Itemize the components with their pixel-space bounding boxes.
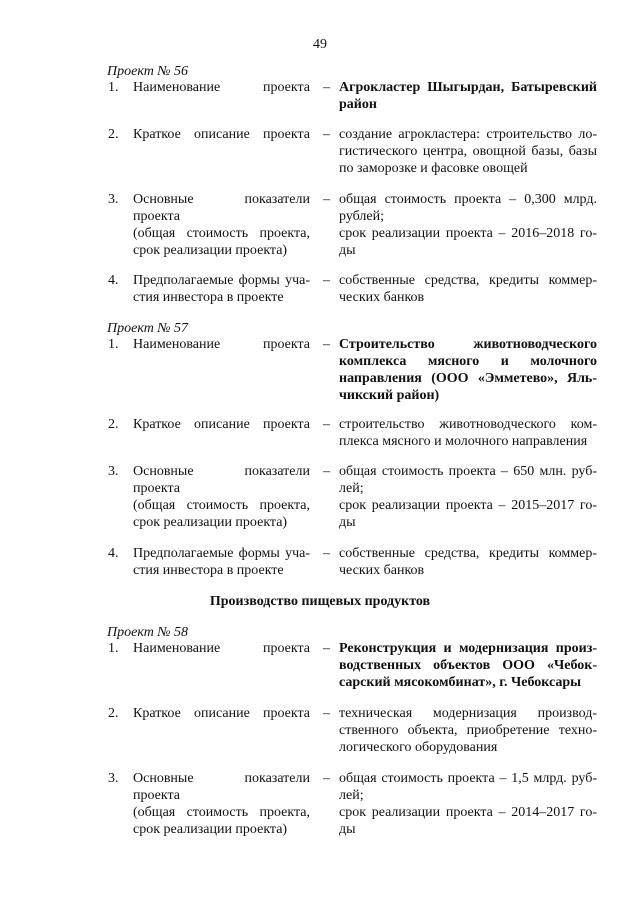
row-number: 3. <box>108 771 119 786</box>
row-dash: – <box>323 337 330 352</box>
row-dash: – <box>323 80 330 95</box>
row-label: Наименование проекта <box>133 337 310 352</box>
row-value: создание агрокластера: строительство ло- гистического центра, овощной базы, базы по заморозке и фасовке овощей <box>339 127 597 176</box>
row-label: Основные показатели проекта (общая стоимость проекта, срок реализации проекта) <box>133 771 310 837</box>
row-label: Краткое описание проекта <box>133 417 310 432</box>
row-dash: – <box>323 192 330 207</box>
page-number: 49 <box>313 37 327 52</box>
row-dash: – <box>323 546 330 561</box>
row-dash: – <box>323 273 330 288</box>
project-heading: Проект № 56 <box>107 64 188 79</box>
row-value: Реконструкция и модернизация произ- водственных объектов ООО «Чебок- сарский мясокомбинат», г. Чебоксары <box>339 641 597 690</box>
row-dash: – <box>323 641 330 656</box>
row-label: Основные показатели проекта (общая стоимость проекта, срок реализации проекта) <box>133 464 310 530</box>
row-value: Строительство животноводческого комплекса мясного и молочного направления (ООО «Эмметево», Яль- чикский район) <box>339 337 597 403</box>
row-label: Наименование проекта <box>133 641 310 656</box>
row-number: 4. <box>108 546 119 561</box>
row-number: 1. <box>108 337 119 352</box>
row-label: Предполагаемые формы уча- стия инвестора в проекте <box>133 546 310 578</box>
row-value: общая стоимость проекта – 1,5 млрд. руб- лей; срок реализации проекта – 2014–2017 го- ды <box>339 771 597 837</box>
row-label: Предполагаемые формы уча- стия инвестора в проекте <box>133 273 310 305</box>
row-dash: – <box>323 706 330 721</box>
row-number: 2. <box>108 417 119 432</box>
row-label: Краткое описание проекта <box>133 127 310 142</box>
row-number: 2. <box>108 127 119 142</box>
row-value: Агрокластер Шыгырдан, Батыревский район <box>339 80 597 112</box>
row-number: 3. <box>108 192 119 207</box>
section-title: Производство пищевых продуктов <box>209 594 431 609</box>
row-dash: – <box>323 127 330 142</box>
row-label: Основные показатели проекта (общая стоимость проекта, срок реализации проекта) <box>133 192 310 258</box>
row-dash: – <box>323 771 330 786</box>
row-dash: – <box>323 417 330 432</box>
row-value: техническая модернизация производ- ственного объекта, приобретение техно- логического оборудования <box>339 706 597 755</box>
row-label: Наименование проекта <box>133 80 310 95</box>
row-number: 4. <box>108 273 119 288</box>
row-number: 2. <box>108 706 119 721</box>
row-number: 3. <box>108 464 119 479</box>
row-value: строительство животноводческого ком- плекса мясного и молочного направления <box>339 417 597 449</box>
row-number: 1. <box>108 641 119 656</box>
project-heading: Проект № 58 <box>107 625 188 640</box>
row-number: 1. <box>108 80 119 95</box>
row-value: общая стоимость проекта – 0,300 млрд. рублей; срок реализации проекта – 2016–2018 го- ды <box>339 192 597 258</box>
row-dash: – <box>323 464 330 479</box>
row-label: Краткое описание проекта <box>133 706 310 721</box>
row-value: собственные средства, кредиты коммер- ческих банков <box>339 546 597 578</box>
project-heading: Проект № 57 <box>107 321 188 336</box>
row-value: собственные средства, кредиты коммер- ческих банков <box>339 273 597 305</box>
row-value: общая стоимость проекта – 650 млн. руб- лей; срок реализации проекта – 2015–2017 го- ды <box>339 464 597 530</box>
